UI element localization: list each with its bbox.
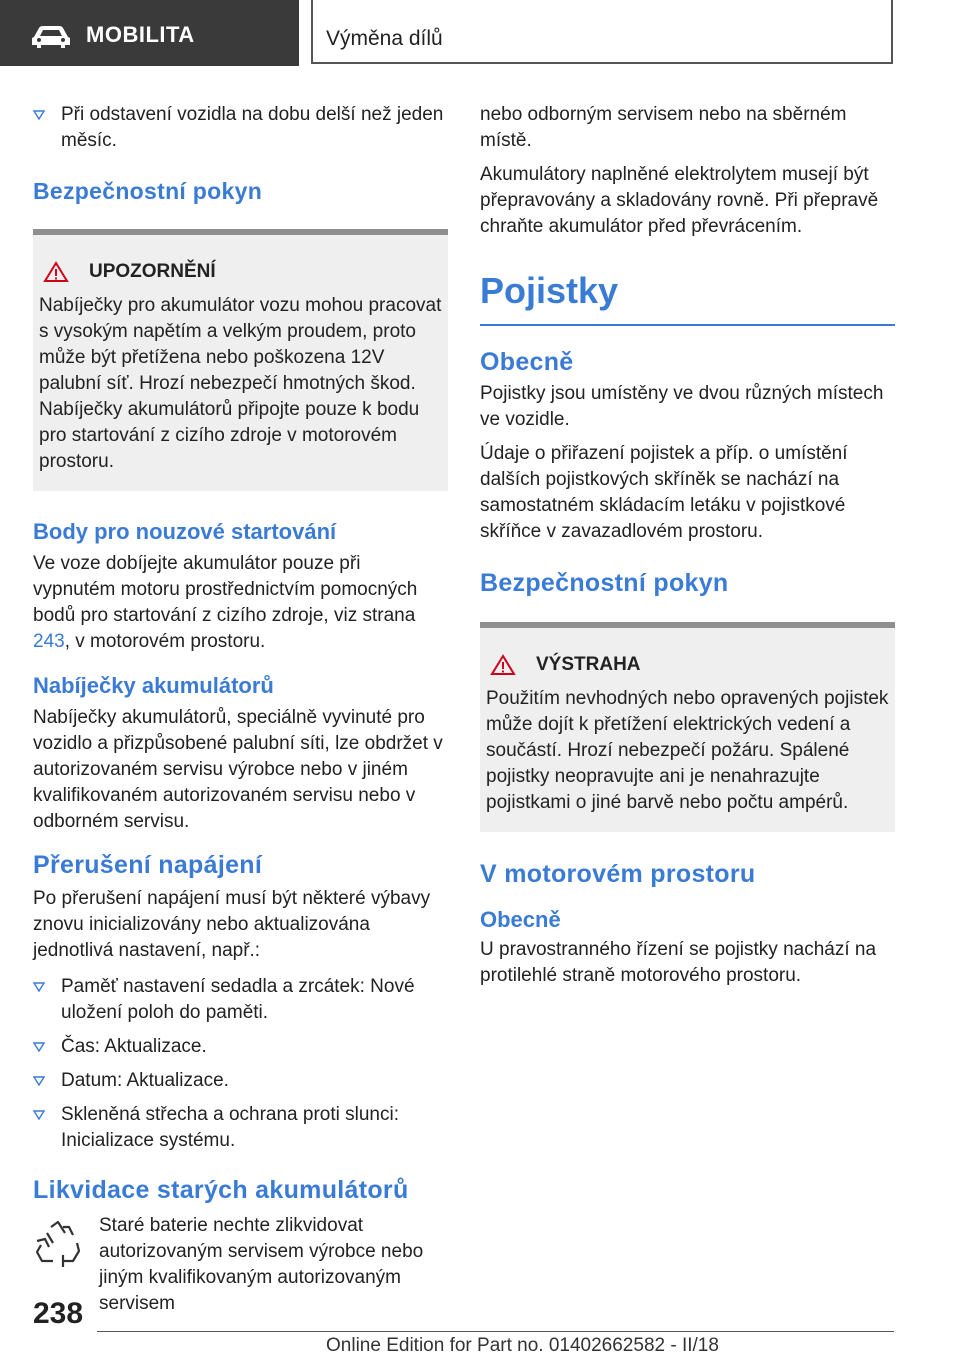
- list-item: [33, 1034, 448, 1060]
- paragraph: [33, 551, 448, 655]
- sub-heading: Obecně: [480, 907, 561, 932]
- disposal-block: [33, 1213, 448, 1317]
- page-number: 238: [33, 1297, 84, 1330]
- paragraph: U pravostranného řízení se pojistky nachází na protilehlé straně motorového prostoru.: [480, 939, 877, 986]
- bullet-text: Čas: Aktualizace.: [61, 1036, 207, 1057]
- warning-text: Použitím nevhodných nebo opravených pojistek může dojít k přetížení elektrických vedení a součástí. Hrozí nebezpečí požáru. Spálené pojistky neopravujte ani je nenahrazujte pojistkami o jiné barvě nebo počtu ampérů.: [486, 688, 889, 813]
- section-heading: Likvidace starých akumulátorů: [33, 1176, 409, 1204]
- right-column: [480, 90, 895, 989]
- bullet-text: Paměť nastavení sedadla a zrcátek: Nové uložení poloh do paměti.: [61, 976, 415, 1023]
- section-heading: Bezpečnostní pokyn: [33, 178, 263, 204]
- paragraph: Nabíječky akumulátorů, speciálně vyvinuté pro vozidlo a přizpůsobené palubní síti, lze obdržet v autorizovaném servisu výrobce nebo v jiném kvalifikovaném autorizovaném servisu nebo v odborném servisu.: [33, 707, 443, 832]
- bullet-triangle-icon: [33, 1110, 45, 1120]
- warning-triangle-icon: [490, 654, 516, 676]
- car-icon: [30, 25, 72, 49]
- recycle-icon: [33, 1219, 83, 1269]
- list-item: [33, 974, 448, 1026]
- warning-header: [486, 654, 889, 676]
- paragraph: Staré baterie nechte zlikvidovat autorizovaným servisem výrobce nebo jiným kvalifikovaným autorizovaným servisem: [99, 1215, 424, 1314]
- edition-note: Online Edition for Part no. 01402662582 - II/18: [326, 1335, 719, 1356]
- section-heading: Obecně: [480, 348, 574, 376]
- left-column: [33, 90, 448, 1317]
- bullet-text: Datum: Aktualizace.: [61, 1070, 229, 1091]
- section-heading: V motorovém prostoru: [480, 860, 756, 888]
- section-label: MOBILITA: [86, 22, 195, 47]
- bullet-triangle-icon: [33, 1042, 45, 1052]
- section-heading: Přerušení napájení: [33, 851, 263, 879]
- section-heading: Body pro nouzové startování: [33, 519, 337, 544]
- section-heading: Nabíječky akumulátorů: [33, 673, 274, 698]
- list-item: [33, 1068, 448, 1094]
- warning-triangle-icon: [43, 261, 69, 283]
- bullet-triangle-icon: [33, 1076, 45, 1086]
- warning-box: [33, 229, 448, 491]
- bullet-triangle-icon: [33, 982, 45, 992]
- warning-title: VÝSTRAHA: [536, 654, 641, 675]
- paragraph: Po přerušení napájení musí být některé výbavy znovu inicializovány nebo aktualizována jednotlivá nastavení, např.:: [33, 888, 431, 961]
- section-heading: Bezpečnostní pokyn: [480, 569, 729, 597]
- bullet-text: Skleněná střecha a ochrana proti slunci: Inicializace systému.: [61, 1104, 399, 1151]
- section-tab: [0, 0, 299, 66]
- chapter-heading: Pojistky: [480, 270, 619, 311]
- page-header: [0, 0, 960, 66]
- footer-rule: [97, 1331, 894, 1332]
- paragraph-text: , v motorovém prostoru.: [64, 631, 266, 652]
- paragraph: Akumulátory naplněné elektrolytem musejí být přepravovány a skladovány rovně. Při přepravě chraňte akumulátor před převrácením.: [480, 164, 879, 237]
- bullet-triangle-icon: [33, 110, 45, 120]
- list-item: [33, 102, 448, 154]
- warning-title: UPOZORNĚNÍ: [89, 261, 216, 282]
- heading-rule: [480, 324, 895, 326]
- bullet-text: Při odstavení vozidla na dobu delší než jeden měsíc.: [61, 104, 444, 151]
- paragraph-text: Ve voze dobíjejte akumulátor pouze při vypnutém motoru prostřednictvím pomocných bodů pro startování z cizího zdroje, viz strana: [33, 553, 418, 626]
- page-reference-link[interactable]: 243: [33, 631, 65, 652]
- paragraph: nebo odborným servisem nebo na sběrném místě.: [480, 104, 847, 151]
- paragraph: Údaje o přiřazení pojistek a příp. o umístění dalších pojistkových skříněk se nachází na samostatném skládacím letáku v pojistkové skříňce v zavazadlovém prostoru.: [480, 443, 848, 542]
- warning-text: Nabíječky pro akumulátor vozu mohou pracovat s vysokým napětím a velkým proudem, proto může být přetížena nebo poškozena 12V palubní síť. Hrozí nebezpečí hmotných škod. Nabíječky akumulátorů připojte pouze k bodu pro startování z cizího zdroje v motorovém prostoru.: [39, 295, 442, 472]
- list-item: [33, 1102, 448, 1154]
- warning-header: [39, 261, 442, 283]
- paragraph: Pojistky jsou umístěny ve dvou různých místech ve vozidle.: [480, 383, 884, 430]
- chapter-title: Výměna dílů: [326, 27, 443, 50]
- warning-box: [480, 622, 895, 832]
